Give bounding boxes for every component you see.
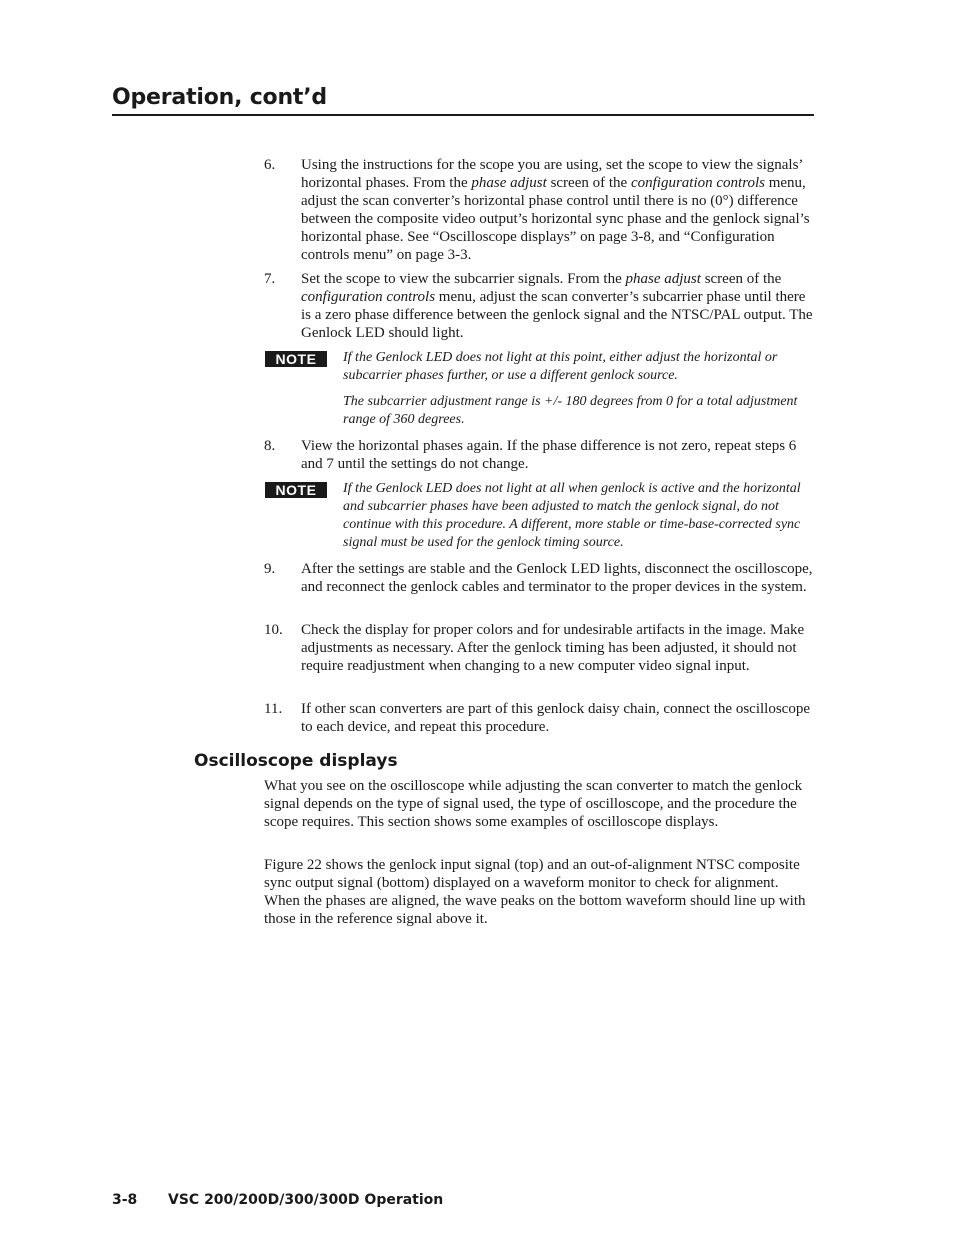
note-2 xyxy=(265,480,813,560)
note-1 xyxy=(265,349,813,437)
text-run: screen of the xyxy=(700,271,782,287)
note-badge: NOTE xyxy=(265,482,327,498)
step-number: 6. xyxy=(264,157,276,173)
step-text xyxy=(301,156,814,264)
step-number: 8. xyxy=(264,438,276,454)
text-run: menu, adjust the scan converter’s subcarrier phase until there is a zero phase difference between the genlock signal and the NTSC/PAL output. The Genlock LED should light. xyxy=(301,289,813,341)
text-run: Using the instructions for the scope you are using, set the scope to view the signals’ horizontal phases. From the xyxy=(301,157,803,191)
text-run: screen of the xyxy=(546,175,631,191)
section-paragraph-1: What you see on the oscilloscope while adjusting the scan converter to match the genlock signal depends on the type of signal used, the type of oscilloscope, and the procedure the scope requires. This section shows some examples of oscilloscope displays. xyxy=(264,778,803,830)
page-number: 3-8 xyxy=(112,1192,138,1208)
step-text xyxy=(301,437,814,473)
italic-term: phase adjust xyxy=(625,271,701,287)
step-text xyxy=(301,560,814,596)
step-8 xyxy=(264,437,814,473)
step-text xyxy=(301,621,814,675)
step-number: 11. xyxy=(264,701,283,717)
note-text xyxy=(343,349,813,429)
text-run: Set the scope to view the subcarrier signals. From the xyxy=(301,271,626,287)
step-number: 10. xyxy=(264,622,283,638)
note-text xyxy=(343,480,813,552)
text-run: After the settings are stable and the Genlock LED lights, disconnect the oscilloscope, and reconnect the genlock cables and terminator to the proper devices in the system. xyxy=(301,561,813,595)
step-11 xyxy=(264,700,814,736)
text-run: If other scan converters are part of this genlock daisy chain, connect the oscilloscope to each device, and repeat this procedure. xyxy=(301,701,810,735)
step-text xyxy=(301,270,814,342)
italic-term: configuration controls xyxy=(301,289,436,305)
step-number: 7. xyxy=(264,271,276,287)
italic-term: configuration controls xyxy=(630,175,765,191)
step-text xyxy=(301,700,814,736)
page-header xyxy=(112,84,814,116)
text-run: menu, adjust the scan converter’s horizontal phase control until there is no (0°) difference between the composite video output’s horizontal sync phase and the genlock signal’s horizontal phase. See “Oscilloscope displays” on page 3-8, and “Configuration controls menu” on page 3-3. xyxy=(301,175,810,263)
text-run: View the horizontal phases again. If the phase difference is not zero, repeat steps 6 and 7 until the settings do not change. xyxy=(301,438,797,472)
step-9 xyxy=(264,560,814,596)
note-badge: NOTE xyxy=(265,351,327,367)
step-number: 9. xyxy=(264,561,276,577)
page-title: Operation, cont’d xyxy=(112,85,327,110)
note-paragraph: The subcarrier adjustment range is +/- 180 degrees from 0 for a total adjustment range of 360 degrees. xyxy=(343,394,798,427)
step-10 xyxy=(264,621,814,675)
note-paragraph: If the Genlock LED does not light at this point, either adjust the horizontal or subcarrier phases further, or use a different genlock source. xyxy=(343,350,778,383)
step-6 xyxy=(264,156,814,264)
note-paragraph: If the Genlock LED does not light at all when genlock is active and the horizontal and subcarrier phases have been adjusted to match the genlock signal, do not continue with this procedure. A different, more stable or time-base-corrected sync signal must be used for the genlock timing source. xyxy=(343,481,801,550)
italic-term: phase adjust xyxy=(471,175,547,191)
section-heading: Oscilloscope displays xyxy=(194,751,398,771)
page-footer xyxy=(112,1191,443,1209)
text-run: Check the display for proper colors and for undesirable artifacts in the image. Make adjustments as necessary. After the genlock timing has been adjusted, it should not require readjustment when changing to a new computer video signal input. xyxy=(301,622,805,674)
step-7 xyxy=(264,270,814,342)
footer-title: VSC 200/200D/300/300D Operation xyxy=(168,1192,444,1208)
section-paragraph-2: Figure 22 shows the genlock input signal (top) and an out-of-alignment NTSC composite sync output signal (bottom) displayed on a waveform monitor to check for alignment. When the phases are aligned, the wave peaks on the bottom waveform should line up with those in the reference signal above it. xyxy=(264,857,806,927)
